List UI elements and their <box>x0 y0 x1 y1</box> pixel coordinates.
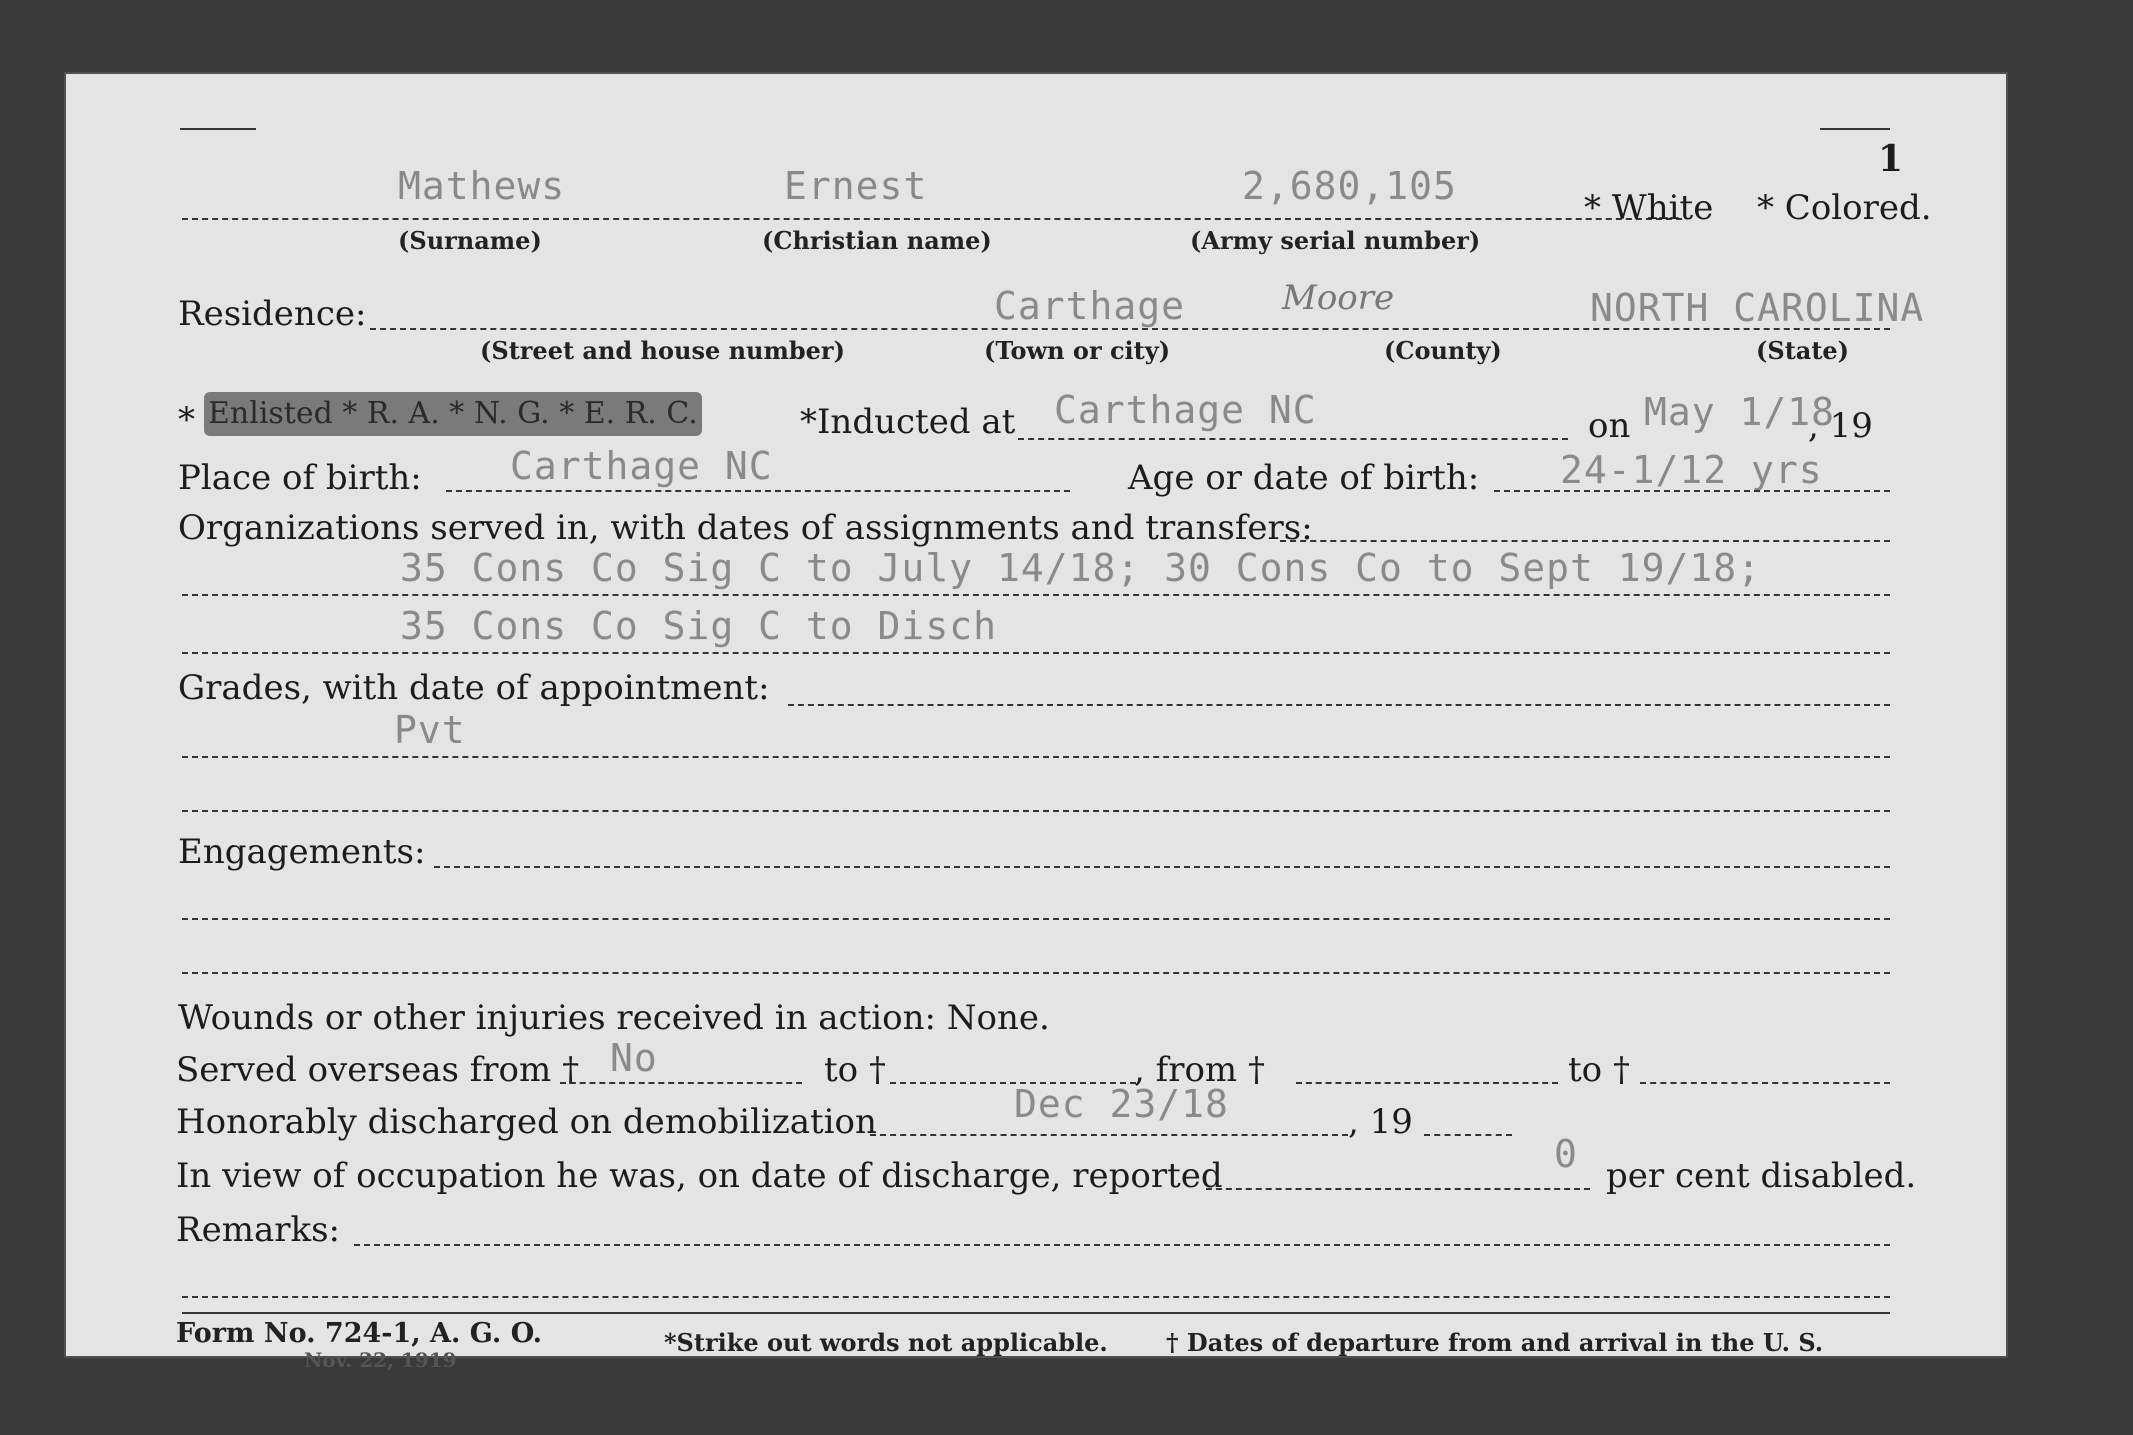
organizations-label: Organizations served in, with dates of assignments and transfers: <box>178 508 1313 548</box>
engagements-line-0 <box>434 866 1890 868</box>
footnote-dates: † Dates of departure from and arrival in the U. S. <box>1166 1328 1824 1357</box>
overseas-label: Served overseas from † <box>176 1050 580 1090</box>
residence-label: Residence: <box>178 294 367 334</box>
induction-year-label: , 19 <box>1808 406 1873 446</box>
discharge-year-label: , 19 <box>1348 1102 1413 1142</box>
remarks-line-1 <box>354 1244 1890 1246</box>
disability-label: In view of occupation he was, on date of discharge, reported <box>176 1156 1223 1196</box>
on-label: on <box>1588 406 1631 446</box>
serial-number-value: 2,680,105 <box>1242 164 1457 208</box>
inducted-place-value: Carthage NC <box>1054 388 1317 432</box>
surname-value: Mathews <box>398 164 566 208</box>
overseas-from-label: , from † <box>1134 1050 1265 1090</box>
organizations-line-2 <box>182 652 1890 654</box>
grades-line-1 <box>182 756 1890 758</box>
wounds-text: Wounds or other injuries received in action: None. <box>178 998 1050 1038</box>
christian-name-caption: (Christian name) <box>762 226 992 255</box>
footer-rule <box>182 1312 1890 1314</box>
white-option: * White <box>1584 188 1714 228</box>
inducted-line <box>1018 438 1568 440</box>
discharge-date-value: Dec 23/18 <box>1014 1082 1229 1126</box>
age-label: Age or date of birth: <box>1128 458 1480 498</box>
grades-label: Grades, with date of appointment: <box>178 668 770 708</box>
inducted-label: *Inducted at <box>800 402 1016 442</box>
corner-mark-right <box>1820 128 1890 130</box>
footnote-strike-out: *Strike out words not applicable. <box>664 1328 1108 1357</box>
christian-name-value: Ernest <box>784 164 928 208</box>
star-mark: * <box>178 400 195 440</box>
disability-line <box>1206 1188 1590 1190</box>
remarks-line-2 <box>182 1296 1890 1298</box>
age-value: 24-1/12 yrs <box>1560 448 1823 492</box>
overseas-from-line <box>560 1082 802 1084</box>
grades-line-2 <box>182 810 1890 812</box>
birthplace-label: Place of birth: <box>178 458 422 498</box>
service-record-card <box>64 72 2008 1372</box>
serial-number-caption: (Army serial number) <box>1190 226 1481 255</box>
corner-mark-left <box>180 128 256 130</box>
discharge-label: Honorably discharged on demobilization <box>176 1102 877 1142</box>
organization-entry-2: 35 Cons Co Sig C to Disch <box>400 604 997 648</box>
birthplace-value: Carthage NC <box>510 444 773 488</box>
name-line <box>182 218 1682 220</box>
county-caption: (County) <box>1384 336 1502 365</box>
induction-date-value: May 1/18 <box>1644 390 1836 434</box>
county-value: Moore <box>1282 278 1395 318</box>
form-number: Form No. 724-1, A. G. O. <box>176 1318 543 1349</box>
discharge-line <box>870 1134 1348 1136</box>
grade-value: Pvt <box>394 708 466 752</box>
street-caption: (Street and house number) <box>480 336 845 365</box>
engagements-line-2 <box>182 972 1890 974</box>
engagements-line-1 <box>182 918 1890 920</box>
overseas-to-label-2: to † <box>1568 1050 1630 1090</box>
overseas-from-line-2 <box>1296 1082 1558 1084</box>
town-caption: (Town or city) <box>984 336 1171 365</box>
state-caption: (State) <box>1756 336 1850 365</box>
organization-entry-1: 35 Cons Co Sig C to July 14/18; 30 Cons Co to Sept 19/18; <box>400 546 1762 590</box>
overseas-value: No <box>610 1036 658 1080</box>
age-line <box>1494 490 1890 492</box>
page-number: 1 <box>1878 138 1904 180</box>
colored-option: * Colored. <box>1757 188 1932 228</box>
state-value: NORTH CAROLINA <box>1590 286 1925 330</box>
surname-caption: (Surname) <box>398 226 542 255</box>
organizations-line-1 <box>182 594 1890 596</box>
residence-line <box>370 328 1890 330</box>
disability-value: 0 <box>1554 1132 1578 1176</box>
organizations-line-0 <box>1280 540 1890 542</box>
remarks-label: Remarks: <box>176 1210 340 1250</box>
birthplace-line <box>446 490 1070 492</box>
enlisted-struck-out: Enlisted * R. A. * N. G. * E. R. C. <box>204 392 702 436</box>
overseas-to-label: to † <box>824 1050 886 1090</box>
grades-line-0 <box>788 704 1890 706</box>
engagements-label: Engagements: <box>178 832 426 872</box>
overseas-to-line-2 <box>1640 1082 1890 1084</box>
disability-suffix: per cent disabled. <box>1606 1156 1917 1196</box>
form-date: Nov. 22, 1919 <box>304 1348 457 1372</box>
town-value: Carthage <box>994 284 1186 328</box>
discharge-year-line <box>1424 1134 1512 1136</box>
